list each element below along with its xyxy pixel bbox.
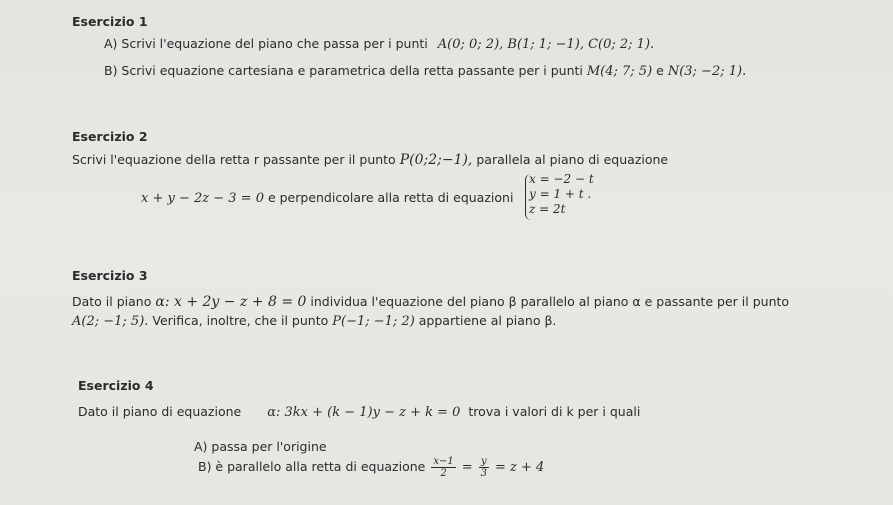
exercise-3-point-p: P(−1; −1; 2) [332,314,415,329]
exercise-3-point-a: A(2; −1; 5). [72,314,149,329]
exercise-1-a-text: A) Scrivi l'equazione del piano che passa per i punti [104,36,428,51]
exercise-2-line-system [529,172,594,217]
exercise-4-item-a: A) passa per l'origine [194,439,327,454]
exercise-1-a-points: A(0; 0; 2), B(1; 1; −1), C(0; 2; 1). [437,37,655,52]
exercise-1-b-conj: e [656,63,664,78]
exercise-3-line-1-a: Dato il piano [72,294,152,309]
exercise-1-item-a [104,36,654,53]
exercise-4-b-text: B) è parallelo alla retta di equazione [198,459,426,474]
exercise-3-title: Esercizio 3 [72,268,148,283]
exercise-4-line-1-b: trova i valori di k per i quali [468,404,641,419]
exercise-4-item-b [198,454,544,481]
exercise-2-line-2-text: e perpendicolare alla retta di equazioni [267,190,514,205]
exercise-2-title: Esercizio 2 [72,129,148,144]
exercise-2-point-p: P(0;2;−1), [399,152,473,168]
exercise-1-b-point-m: M(4; 7; 5) [586,64,653,79]
exercise-3-line-1-b: individua l'equazione del piano β parallelo al piano α e passante per il punto [310,294,790,309]
exercise-2-line-1 [72,152,668,168]
exercise-3-line-2 [72,313,556,330]
exercise-4-line-1-a: Dato il piano di equazione [78,404,242,419]
system-row-1: x = −2 − t [529,172,594,186]
exercise-4-title: Esercizio 4 [78,378,154,393]
fraction-y: $\frac{y}{3}$ [480,456,487,479]
exercise-2-line-2 [141,190,513,207]
exercise-2-line-1-text: Scrivi l'equazione della retta r passante per il punto [72,152,396,167]
exercise-1-title: Esercizio 1 [72,14,148,29]
exercise-2-plane-equation: x + y − 2z − 3 = 0 [141,191,264,206]
exercise-2-line-1-tail: parallela al piano di equazione [476,152,669,167]
exercise-1-item-b [104,63,746,80]
exercise-3-line-2-tail: appartiene al piano β. [418,313,557,328]
exercise-1-b-point-n: N(3; −2; 1). [667,64,747,79]
exercise-4-line-1 [78,404,640,421]
exercise-1-b-text: B) Scrivi equazione cartesiana e parametrica della retta passante per i punti [104,63,583,78]
equals-sign: = [461,460,473,475]
fraction-x: $\frac{x-1}{2}$ [433,456,454,479]
exercise-3-plane-equation: α: x + 2y − z + 8 = 0 [155,294,307,310]
exercise-3-line-1 [72,294,789,310]
system-row-3: z = 2t [529,202,566,216]
exercise-4-plane-equation: α: 3kx + (k − 1)y − z + k = 0 [267,405,461,420]
system-row-2: y = 1 + t . [529,187,592,201]
exercise-3-line-2-text: Verifica, inoltre, che il punto [152,313,329,328]
equation-tail: = z + 4 [494,460,545,475]
